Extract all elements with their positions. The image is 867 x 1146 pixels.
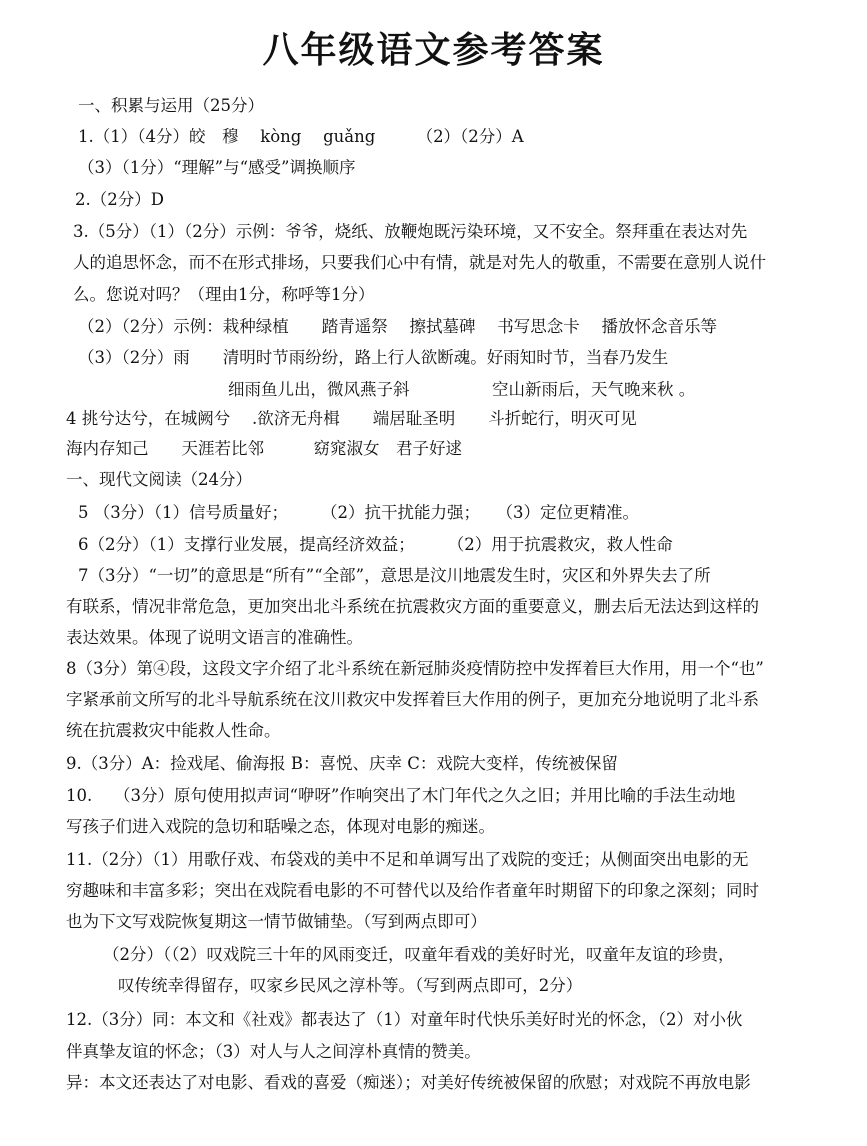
answer-line-18: 8（3分）第④段，这段文字介绍了北斗系统在新冠肺炎疫情防控中发挥着巨大作用，用一个“也” xyxy=(66,659,764,678)
answer-line-1: 1.（1）（4分）皎 穆 kòng guǎng （2）（2分）A xyxy=(78,127,524,146)
answer-line-3: 2.（2分）D xyxy=(75,190,164,209)
answer-line-28: 叹传统幸得留存，叹家乡民风之淳朴等。（写到两点即可，2分） xyxy=(118,976,583,995)
answer-line-2: （3）（1分）“理解”与“感受”调换顺序 xyxy=(78,158,356,177)
answer-line-14: 6（2分）（1）支撑行业发展，提高经济效益； （2）用于抗震救灾，救人性命 xyxy=(78,535,673,554)
answer-line-11: 海内存知己 天涯若比邻 窈窕淑女 君子好逑 xyxy=(66,439,462,458)
answer-line-9: 细雨鱼儿出，微风燕子斜 空山新雨后，天气晚来秋 。 xyxy=(228,380,696,399)
answer-line-27: （2分）（（2）叹戏院三十年的风雨变迁，叹童年看戏的美好时光，叹童年友谊的珍贵， xyxy=(103,945,735,964)
answer-line-10: 4 挑兮达兮，在城阙兮 .欲济无舟楫 端居耻圣明 斗折蛇行，明灭可见 xyxy=(66,409,637,428)
answer-line-30: 伴真挚友谊的怀念；（3）对人与人之间淳朴真情的赞美。 xyxy=(66,1042,481,1061)
answer-line-31: 异：本文还表达了对电影、看戏的喜爱（痴迷）；对美好传统被保留的欣慰；对戏院不再放电影 xyxy=(66,1073,751,1092)
answer-line-19: 字紧承前文所写的北斗导航系统在汶川救灾中发挥着巨大作用的例子，更加充分地说明了北斗系 xyxy=(66,690,759,709)
answer-line-7: （2）（2分）示例：栽种绿植 踏青遥祭 擦拭墓碑 书写思念卡 播放怀念音乐等 xyxy=(78,317,717,336)
section-heading-accumulation: 一、积累与运用（25分） xyxy=(78,96,264,115)
answer-line-15: 7（3分）“一切”的意思是“所有”“全部”，意思是汶川地震发生时，灾区和外界失去了所 xyxy=(78,566,711,585)
page-title: 八年级语文参考答案 xyxy=(262,29,605,71)
answer-line-25: 穷趣味和丰富多彩；突出在戏院看电影的不可替代以及给作者童年时期留下的印象之深刻；同时 xyxy=(66,881,759,900)
answer-line-23: 写孩子们进入戏院的急切和聒噪之态，体现对电影的痴迷。 xyxy=(66,817,495,836)
answer-line-21: 9.（3分）A：捡戏尾、偷海报 B：喜悦、庆幸 C：戏院大变样，传统被保留 xyxy=(66,754,618,773)
section-heading-modern-reading: 一、现代文阅读（24分） xyxy=(66,470,252,489)
answer-line-29: 12.（3分）同：本文和《社戏》都表达了（1）对童年时代快乐美好时光的怀念，（2）对小伙 xyxy=(66,1010,743,1029)
answer-line-4: 3.（5分）（1）（2分）示例：爷爷，烧纸、放鞭炮既污染环境，又不安全。祭拜重在表达对先 xyxy=(73,222,748,241)
answer-line-16: 有联系，情况非常危急，更加突出北斗系统在抗震救灾方面的重要意义，删去后无法达到这样的 xyxy=(66,597,759,616)
answer-line-24: 11.（2分）（1）用歌仔戏、布袋戏的美中不足和单调写出了戏院的变迁；从侧面突出电影的无 xyxy=(66,850,749,869)
answer-line-20: 统在抗震救灾中能救人性命。 xyxy=(66,721,281,740)
answer-line-22: 10. （3分）原句使用拟声词“咿呀”作响突出了木门年代之久之旧；并用比喻的手法生动地 xyxy=(66,786,736,805)
answer-line-13: 5 （3分）（1）信号质量好； （2）抗干扰能力强； （3）定位更精准。 xyxy=(78,503,639,522)
answer-line-17: 表达效果。体现了说明文语言的准确性。 xyxy=(66,628,363,647)
answer-line-26: 也为下文写戏院恢复期这一情节做铺垫。（写到两点即可） xyxy=(66,912,487,931)
answer-line-6: 么。您说对吗？（理由1分，称呼等1分） xyxy=(73,285,375,304)
answer-line-8: （3）（2分）雨 清明时节雨纷纷，路上行人欲断魂。好雨知时节，当春乃发生 xyxy=(78,348,669,367)
answer-line-5: 人的追思怀念，而不在形式排场，只要我们心中有情，就是对先人的敬重，不需要在意别人说什 xyxy=(73,253,766,272)
